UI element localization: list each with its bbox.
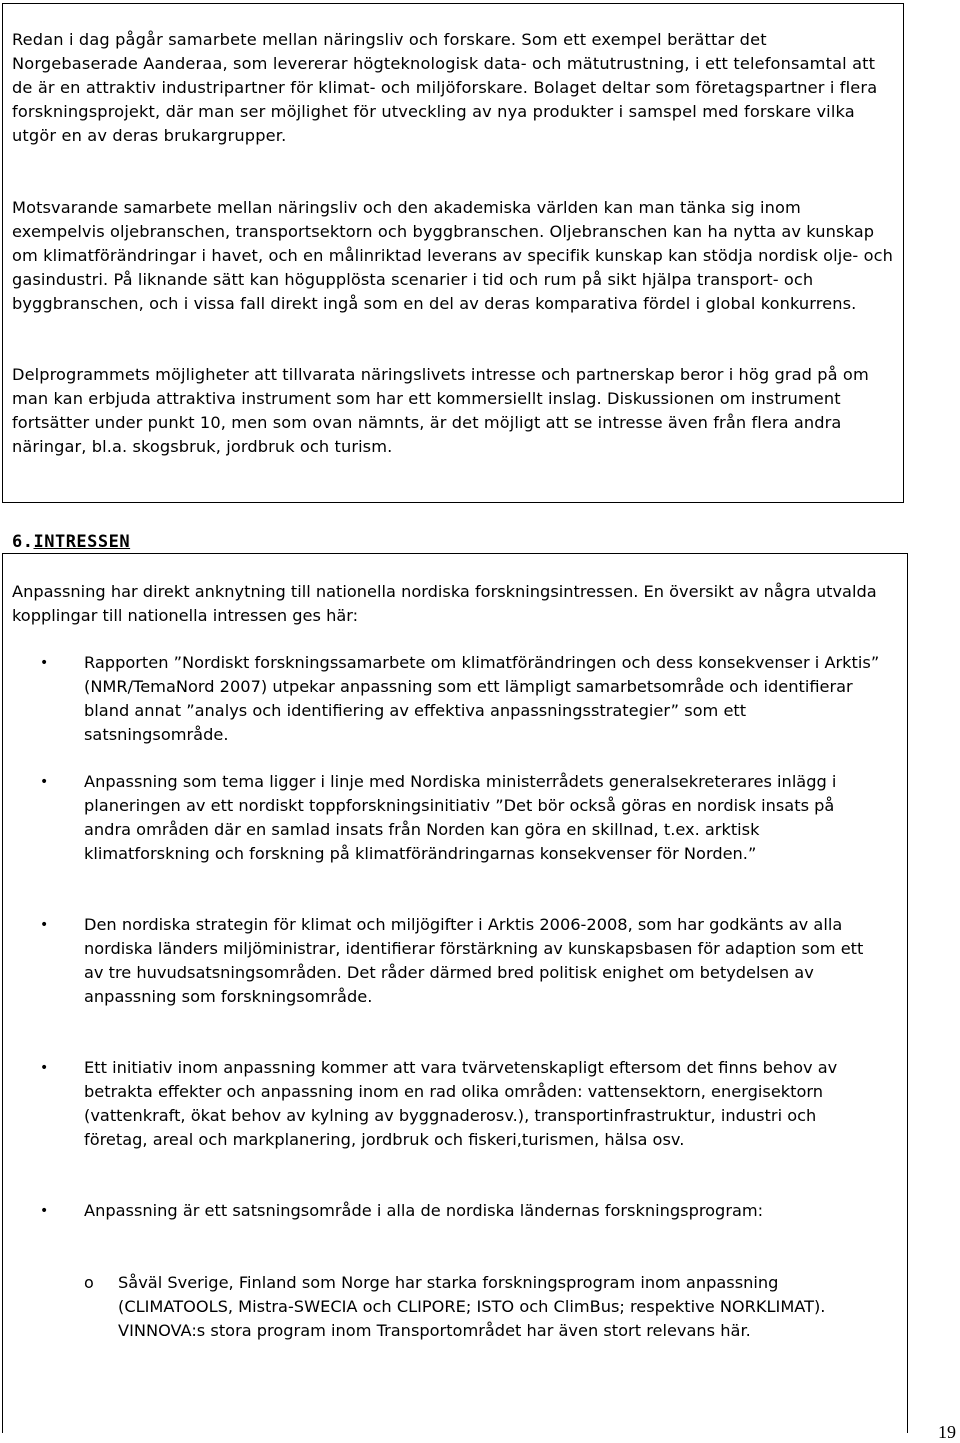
- list-item-theme: Anpassning som tema ligger i linje med Nordiska ministerrådets generalsekreterares inlägg i planeringen av ett nordiskt toppforskningsinitiativ ”Det bör också göras en nordisk insats på andra områden där en samlad insats från Norden kan göra en skillnad, t.ex. arktisk klimatforskning och forskning på klimatförändringarnas konsekvenser för Norden.”: [84, 772, 837, 863]
- section-heading: [12, 530, 130, 554]
- bullet-marker: •: [40, 655, 49, 671]
- list-item-initiative: Ett initiativ inom anpassning kommer att vara tvärvetenskapligt eftersom det finns behov av betrakta effekter och anpassning inom en rad olika områden: vattensektorn, energisektorn (vattenkraft, ökat behov av kylning av byggnaderosv.), transportinfrastruktur, industri och företag, areal och markplanering, jordbruk och fiskeri,turismen, hälsa osv.: [84, 1058, 838, 1149]
- section-title: INTRESSEN: [33, 532, 131, 552]
- section-number: 6.: [12, 532, 34, 552]
- sub-list-item-programs: Såväl Sverige, Finland som Norge har starka forskningsprogram inom anpassning (CLIMATOOLS, Mistra-SWECIA och CLIPORE; ISTO och ClimBus; respektive NORKLIMAT). VINNOVA:s stora program inom Transportområdet har även stort relevans här.: [118, 1273, 826, 1340]
- bullet-marker: •: [40, 917, 49, 933]
- sub-bullet-marker: o: [84, 1273, 94, 1292]
- bullet-marker: •: [40, 1203, 49, 1219]
- list-item-strategy: Den nordiska strategin för klimat och miljögifter i Arktis 2006-2008, som har godkänts av alla nordiska länders miljöministrar, identifierar förstärkning av kunskapsbasen för adaption som ett av tre huvudsatsningsområden. Det råder därmed bred politisk enighet om betydelsen av anpassning som forskningsområde.: [84, 915, 864, 1006]
- paragraph-industry-collaboration: Redan i dag pågår samarbete mellan näringsliv och forskare. Som ett exempel berättar det Norgebaserade Aanderaa, som levererar högteknologisk data- och mätutrustning, i ett telefonsamtal att de är en attraktiv industripartner för klimat- och miljöforskare. Bolaget deltar som företagspartner i flera forskningsprojekt, där man ser möjlighet för utveckling av nya produkter i samspel med forskare vilka utgör en av deras brukargrupper.: [12, 30, 878, 145]
- list-item-national-programs: Anpassning är ett satsningsområde i alla de nordiska ländernas forskningsprogram:: [84, 1201, 764, 1220]
- bullet-marker: •: [40, 774, 49, 790]
- paragraph-sector-examples: Motsvarande samarbete mellan näringsliv och den akademiska världen kan man tänka sig inom exempelvis oljebranschen, transportsektorn och byggbranschen. Oljebranschen kan ha nytta av kunskap om klimatförändringar i havet, och en målinriktad leverans av specifik kunskap kan stödja nordisk olje- och gasindustri. På liknande sätt kan högupplösta scenarier i tid och rum på sikt hjälpa transport- och byggbranschen, och i vissa fall direkt ingå som en del av deras komparativa fördel i global konkurrens.: [12, 198, 893, 313]
- list-item-report: Rapporten ”Nordiskt forskningssamarbete om klimatförändringen och dess konsekvenser i Arktis” (NMR/TemaNord 2007) utpekar anpassning som ett lämpligt samarbetsområde och identifierar bland annat ”analys och identifiering av effektiva anpassningsstrategier” som ett satsningsområde.: [84, 653, 880, 744]
- bullet-marker: •: [40, 1060, 49, 1076]
- page-number: 19: [938, 1422, 956, 1442]
- paragraph-interests-intro: Anpassning har direkt anknytning till nationella nordiska forskningsintressen. En översikt av några utvalda kopplingar till nationella intressen ges här:: [12, 582, 877, 625]
- paragraph-subprogram-opportunities: Delprogrammets möjligheter att tillvarata näringslivets intresse och partnerskap beror i hög grad på om man kan erbjuda attraktiva instrument som har ett kommersiellt inslag. Diskussionen om instrument fortsätter under punkt 10, men som ovan nämnts, är det möjligt att se intresse även från flera andra näringar, bl.a. skogsbruk, jordbruk och turism.: [12, 365, 869, 456]
